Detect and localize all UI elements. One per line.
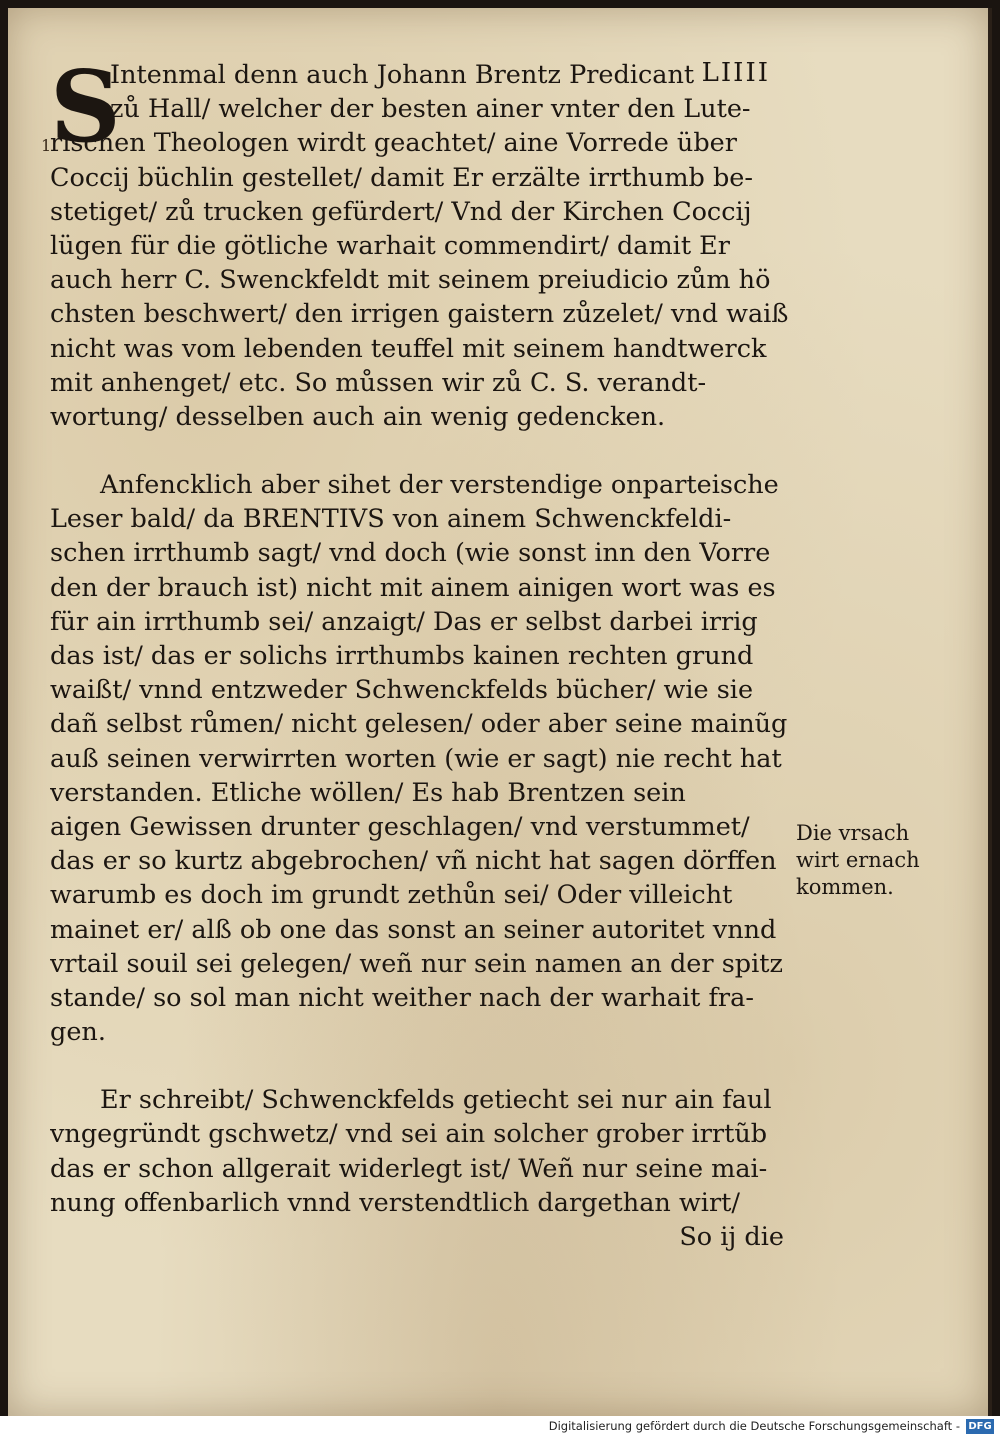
dfg-logo: DFG (966, 1419, 994, 1434)
text-line: mit anhenget/ etc. So můssen wir zů C. S. verandt- (50, 367, 707, 398)
text-line: vrtail souil sei gelegen/ weñ nur sein namen an der spitz (50, 948, 783, 979)
marginal-note (796, 820, 926, 901)
text-line: stande/ so sol man nicht weither nach der warhait fra- (50, 982, 754, 1013)
text-line: das er so kurtz abgebrochen/ vñ nicht hat sagen dörffen (50, 846, 777, 877)
text-line: auß seinen verwirrten worten (wie er sagt) nie recht hat (50, 743, 782, 774)
text-line: das er schon allgerait widerlegt ist/ Weñ nur seine mai- (50, 1153, 768, 1184)
marginal-line: Die vrsach (796, 821, 910, 845)
text-line: stetiget/ zů trucken gefürdert/ Vnd der Kirchen Coccij (50, 196, 752, 227)
text-line: lügen für die götliche warhait commendirt/ damit Er (50, 230, 730, 261)
text-line: Intenmal denn auch Johann Brentz Predicant (110, 60, 695, 90)
text-line: verstanden. Etliche wöllen/ Es hab Brentzen sein (50, 777, 686, 808)
text-line: Leser bald/ da BRENTIVS von ainem Schwenckfeldi- (50, 504, 732, 535)
drop-cap: S (50, 50, 121, 165)
paragraph-2 (50, 468, 790, 1049)
text-line: Er schreibt/ Schwenckfelds getiecht sei nur ain faul (100, 1085, 772, 1116)
text-line: für ain irrthumb sei/ anzaigt/ Das er selbst darbei irrig (50, 606, 758, 637)
text-line: schen irrthumb sagt/ vnd doch (wie sonst inn den Vorre (50, 538, 771, 569)
text-line: chsten beschwert/ den irrigen gaistern zůzelet/ vnd waiß (50, 299, 789, 330)
text-line: nicht was vom lebenden teuffel mit seinem handtwerck (50, 333, 767, 364)
folio-number: LIIII (701, 58, 770, 88)
main-text-block (50, 50, 790, 1260)
text-line: aigen Gewissen drunter geschlagen/ vnd verstummet/ (50, 811, 750, 842)
text-line: den der brauch ist) nicht mit ainem ainigen wort was es (50, 572, 776, 603)
text-line: zů Hall/ welcher der besten ainer vnter den Lute- (110, 94, 751, 125)
text-line: waißt/ vnnd entzweder Schwenckfelds bücher/ wie sie (50, 675, 754, 706)
text-line: Coccij büchlin gestellet/ damit Er erzälte irrthumb be- (50, 162, 753, 193)
text-line: wortung/ desselben auch ain wenig gedencken. (50, 401, 666, 432)
paragraph-1 (50, 50, 790, 434)
text-line: vngegründt gschwetz/ vnd sei ain solcher grober irrtũb (50, 1119, 768, 1150)
text-line: gen. (50, 1017, 106, 1048)
book-page (8, 8, 992, 1416)
catchline: So ij die (679, 1222, 784, 1252)
funding-credit: Digitalisierung gefördert durch die Deutsche Forschungsgemeinschaft - (548, 1419, 960, 1433)
text-line: das ist/ das er solichs irrthumbs kainen rechten grund (50, 641, 754, 671)
paragraph-3 (50, 1083, 790, 1254)
text-line: rischen Theologen wirdt geachtet/ aine Vorrede über (50, 128, 737, 159)
marginal-line: kommen. (796, 875, 894, 899)
margin-mark: 1 (41, 136, 52, 155)
text-line: nung offenbarlich vnnd verstendtlich dargethan wirt/ (50, 1187, 740, 1218)
footer-bar (0, 1416, 1000, 1437)
text-line: auch herr C. Swenckfeldt mit seinem preiudicio zům hö (50, 265, 771, 296)
marginal-line: wirt ernach (796, 848, 920, 872)
text-line: warumb es doch im grundt zethůn sei/ Oder villeicht (50, 880, 733, 911)
text-line: dañ selbst růmen/ nicht gelesen/ oder aber seine mainũg (50, 709, 788, 740)
text-line: Anfencklich aber sihet der verstendige onparteische (100, 470, 779, 501)
text-line: mainet er/ alß ob one das sonst an seiner autoritet vnnd (50, 914, 777, 945)
